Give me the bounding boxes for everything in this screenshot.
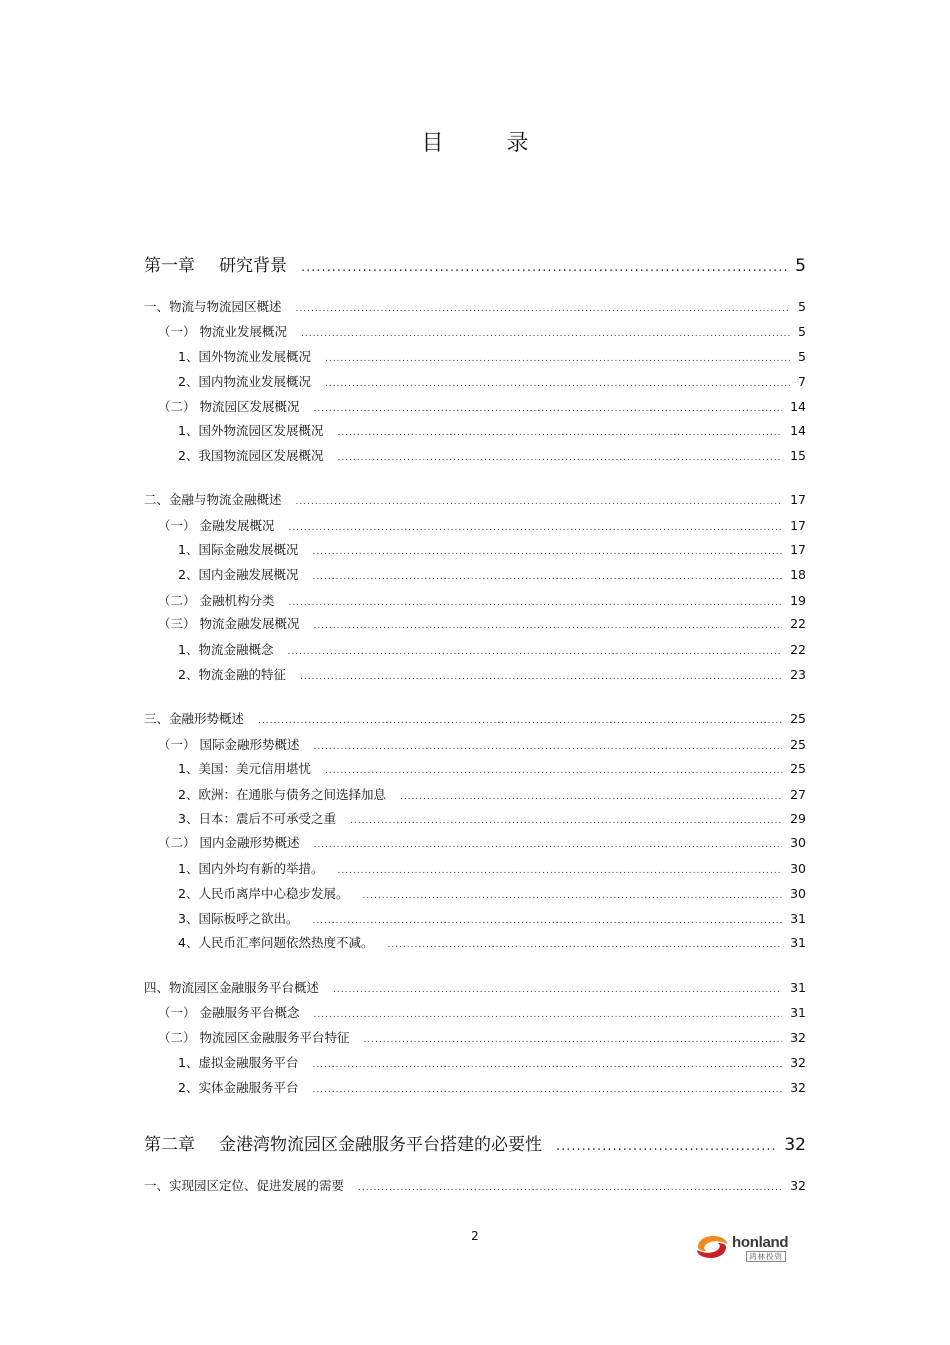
dot-leader xyxy=(312,916,782,926)
toc-entry-label: （一） 金融发展概况 xyxy=(158,518,275,533)
honland-logo xyxy=(694,1232,798,1264)
toc-entry-label: （一） 金融服务平台概念 xyxy=(158,1005,300,1020)
toc-entry[interactable] xyxy=(178,640,806,658)
toc-entry[interactable] xyxy=(178,1053,806,1071)
toc-entry[interactable] xyxy=(178,859,806,877)
toc-entry-label: 1、国外物流业发展概况 xyxy=(178,349,311,364)
toc-page-number: 32 xyxy=(784,1135,806,1155)
toc-entry[interactable] xyxy=(158,397,806,415)
toc-entry[interactable] xyxy=(178,565,806,583)
toc-entry[interactable] xyxy=(158,735,806,753)
logo-swirl-icon xyxy=(694,1232,730,1262)
toc-page-number: 31 xyxy=(790,980,806,995)
toc-entry[interactable] xyxy=(178,1078,806,1096)
dot-leader xyxy=(400,792,782,802)
toc-entry[interactable] xyxy=(178,665,806,683)
toc-entry-label: 三、金融形势概述 xyxy=(144,711,245,726)
dot-leader xyxy=(313,621,782,631)
toc-page-number: 30 xyxy=(790,861,806,876)
toc-entry-label: 1、国际金融发展概况 xyxy=(178,542,299,557)
toc-entry[interactable] xyxy=(158,591,806,609)
toc-entry[interactable] xyxy=(158,1028,806,1046)
toc-entry-label: 1、虚拟金融服务平台 xyxy=(178,1055,299,1070)
toc-entry-label: 2、物流金融的特征 xyxy=(178,667,286,682)
toc-entry-label: （二） 物流园区金融服务平台特征 xyxy=(158,1030,350,1045)
toc-entry-label: 一、实现园区定位、促进发展的需要 xyxy=(144,1178,345,1193)
toc-entry[interactable] xyxy=(178,421,806,439)
toc-page-number: 32 xyxy=(790,1178,806,1193)
toc-entry[interactable] xyxy=(158,322,806,340)
toc-entry-label: （一） 物流业发展概况 xyxy=(158,324,287,339)
toc-page-number: 5 xyxy=(798,299,806,314)
toc-entry-label: 第二章 金港湾物流园区金融服务平台搭建的必要性 xyxy=(144,1135,542,1155)
toc-page-number: 5 xyxy=(798,324,806,339)
toc-entry[interactable] xyxy=(144,490,806,508)
toc-entry-label: 第一章 研究背景 xyxy=(144,256,287,276)
toc-page-number: 17 xyxy=(790,518,806,533)
dot-leader xyxy=(350,816,782,826)
toc-page-number: 25 xyxy=(790,711,806,726)
dot-leader xyxy=(312,1085,782,1095)
dot-leader xyxy=(333,985,782,995)
toc-page-number: 30 xyxy=(790,886,806,901)
toc-entry[interactable] xyxy=(144,709,806,727)
toc-entry[interactable] xyxy=(158,833,806,851)
toc-entry[interactable] xyxy=(158,614,806,632)
dot-leader xyxy=(258,716,782,726)
dot-leader xyxy=(363,1035,782,1045)
toc-entry-label: 3、国际板呼之欲出。 xyxy=(178,911,299,926)
toc-page-number: 14 xyxy=(790,399,806,414)
dot-leader xyxy=(301,329,790,339)
toc-page-number: 32 xyxy=(790,1055,806,1070)
toc-page-number: 5 xyxy=(795,256,806,276)
toc-entry-label: （二） 金融机构分类 xyxy=(158,593,275,608)
dot-leader xyxy=(313,1010,782,1020)
toc-page-number: 17 xyxy=(790,492,806,507)
dot-leader xyxy=(296,304,791,314)
dot-leader xyxy=(387,940,782,950)
toc-entry[interactable] xyxy=(178,785,806,803)
toc-entry[interactable] xyxy=(144,978,806,996)
toc-entry[interactable] xyxy=(144,297,806,315)
dot-leader xyxy=(325,379,790,389)
toc-entry-label: （三） 物流金融发展概况 xyxy=(158,616,300,631)
dot-leader xyxy=(313,742,782,752)
toc-page-number: 25 xyxy=(790,761,806,776)
toc-entry-label: 1、国内外均有新的举措。 xyxy=(178,861,324,876)
dot-leader xyxy=(556,1139,776,1154)
dot-leader xyxy=(287,647,782,657)
toc-page-number: 32 xyxy=(790,1030,806,1045)
dot-leader xyxy=(288,598,782,608)
toc-entry[interactable] xyxy=(178,884,806,902)
dot-leader xyxy=(312,547,782,557)
toc-page-number: 23 xyxy=(790,667,806,682)
dot-leader xyxy=(337,453,782,463)
toc-entry-label: （二） 国内金融形势概述 xyxy=(158,835,300,850)
dot-leader xyxy=(325,766,782,776)
toc-entry-label: 2、欧洲：在通胀与债务之间选择加息 xyxy=(178,787,386,802)
toc-page-number: 29 xyxy=(790,811,806,826)
toc-entry-label: 1、美国：美元信用堪忧 xyxy=(178,761,311,776)
dot-leader xyxy=(362,891,782,901)
toc-page-number: 27 xyxy=(790,787,806,802)
toc-page-number: 5 xyxy=(798,349,806,364)
toc-entry[interactable] xyxy=(158,1003,806,1021)
toc-entry-label: 2、我国物流园区发展概况 xyxy=(178,448,324,463)
toc-entry-label: （二） 物流园区发展概况 xyxy=(158,399,300,414)
toc-entry[interactable] xyxy=(178,540,806,558)
toc-entry[interactable] xyxy=(178,446,806,464)
toc-entry[interactable] xyxy=(178,909,806,927)
toc-entry[interactable] xyxy=(178,372,806,390)
toc-entry-label: 1、物流金融概念 xyxy=(178,642,274,657)
toc-entry[interactable] xyxy=(178,759,806,777)
dot-leader xyxy=(312,1060,782,1070)
dot-leader xyxy=(337,866,782,876)
toc-page-number: 15 xyxy=(790,448,806,463)
toc-page-number: 25 xyxy=(790,737,806,752)
toc-page-number: 30 xyxy=(790,835,806,850)
toc-entry[interactable] xyxy=(178,933,806,951)
dot-leader xyxy=(301,260,787,275)
toc-entry-label: 2、实体金融服务平台 xyxy=(178,1080,299,1095)
toc-entry-label: 2、国内金融发展概况 xyxy=(178,567,299,582)
toc-page-number: 22 xyxy=(790,616,806,631)
logo-name: honland xyxy=(732,1234,789,1251)
toc-entry-label: 4、人民币汇率问题依然热度不减。 xyxy=(178,935,374,950)
logo-subtitle: 鸿林投资 xyxy=(746,1251,786,1262)
toc-page-number: 31 xyxy=(790,1005,806,1020)
toc-entry[interactable] xyxy=(178,347,806,365)
dot-leader xyxy=(358,1183,782,1193)
dot-leader xyxy=(313,840,782,850)
toc-page-number: 32 xyxy=(790,1080,806,1095)
toc-entry[interactable] xyxy=(178,809,806,827)
toc-chapter-1[interactable] xyxy=(144,251,806,276)
toc-title: 目 录 xyxy=(421,131,557,156)
toc-entry-label: 1、国外物流园区发展概况 xyxy=(178,423,324,438)
toc-chapter-2[interactable] xyxy=(144,1130,806,1155)
toc-entry-label: 2、国内物流业发展概况 xyxy=(178,374,311,389)
dot-leader xyxy=(300,672,782,682)
dot-leader xyxy=(288,523,782,533)
toc-entry-label: 四、物流园区金融服务平台概述 xyxy=(144,980,320,995)
dot-leader xyxy=(296,497,783,507)
toc-entry[interactable] xyxy=(144,1176,806,1194)
toc-entry-label: 二、金融与物流金融概述 xyxy=(144,492,282,507)
dot-leader xyxy=(325,354,790,364)
toc-entry-label: （一） 国际金融形势概述 xyxy=(158,737,300,752)
toc-page-number: 7 xyxy=(798,374,806,389)
toc-page-number: 31 xyxy=(790,935,806,950)
toc-page-number: 18 xyxy=(790,567,806,582)
toc-page-number: 31 xyxy=(790,911,806,926)
dot-leader xyxy=(337,428,782,438)
toc-entry-label: 3、日本：震后不可承受之重 xyxy=(178,811,336,826)
toc-entry[interactable] xyxy=(158,516,806,534)
toc-page-number: 14 xyxy=(790,423,806,438)
toc-entry-label: 一、物流与物流园区概述 xyxy=(144,299,282,314)
toc-page-number: 17 xyxy=(790,542,806,557)
toc-page-number: 22 xyxy=(790,642,806,657)
dot-leader xyxy=(312,572,782,582)
dot-leader xyxy=(313,404,782,414)
page-number: 2 xyxy=(471,1229,479,1243)
toc-entry-label: 2、人民币离岸中心稳步发展。 xyxy=(178,886,349,901)
toc-page-number: 19 xyxy=(790,593,806,608)
